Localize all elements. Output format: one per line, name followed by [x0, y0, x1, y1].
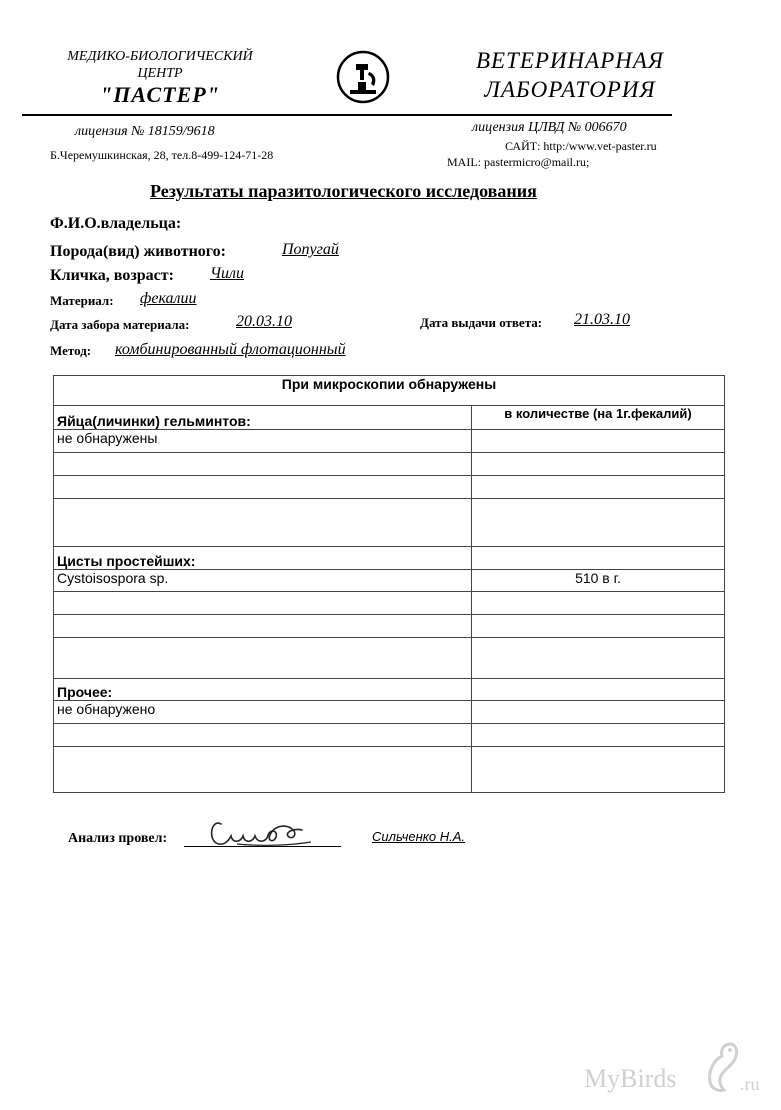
table-row — [54, 453, 725, 476]
method-label: Метод: — [50, 343, 92, 358]
email: MAIL: pastermicro@mail.ru; — [447, 155, 590, 169]
table-cell — [472, 453, 725, 476]
watermark-suffix: .ru — [740, 1074, 760, 1094]
microscope-logo-icon — [336, 50, 390, 104]
table-cell — [472, 476, 725, 499]
helminths-value: не обнаружены — [54, 430, 472, 453]
cysts-header: Цисты простейших: — [54, 547, 472, 570]
handwritten-signature — [207, 810, 317, 850]
owner-label: Ф.И.О.владельца: — [50, 215, 182, 232]
amount-header: в количестве (на 1г.фекалий) — [472, 406, 725, 430]
license-left: лицензия № 18159/9618 — [75, 124, 215, 139]
table-cell — [472, 679, 725, 701]
table-row — [54, 724, 725, 747]
lab-title-line1: ВЕТЕРИНАРНАЯ — [475, 48, 665, 73]
cysts-amount: 510 в г. — [472, 570, 725, 592]
helminths-header: Яйца(личинки) гельминтов: — [54, 406, 472, 430]
table-cell — [472, 701, 725, 724]
table-cell — [472, 638, 725, 679]
table-cell — [54, 724, 472, 747]
table-cell — [472, 430, 725, 453]
table-cell — [54, 592, 472, 615]
table-heading: При микроскопии обнаружены — [54, 376, 725, 406]
lab-center-line2: ЦЕНТР — [137, 66, 183, 81]
document-title: Результаты паразитологического исследования — [150, 181, 537, 201]
table-cell — [472, 615, 725, 638]
table-cell — [472, 499, 725, 547]
table-row — [54, 747, 725, 793]
table-row — [54, 406, 725, 430]
analysis-by-label: Анализ провел: — [68, 831, 168, 846]
bird-watermark-icon — [700, 1040, 742, 1096]
other-header: Прочее: — [54, 679, 472, 701]
sample-date-label: Дата забора материала: — [50, 317, 190, 332]
table-cell — [54, 499, 472, 547]
method-value: комбинированный флотационный — [115, 341, 346, 358]
cysts-name: Cystoisospora sp. — [54, 570, 472, 592]
lab-title-line2: ЛАБОРАТОРИЯ — [484, 77, 656, 102]
table-row — [54, 499, 725, 547]
result-date-value: 21.03.10 — [574, 311, 630, 328]
table-row — [54, 476, 725, 499]
table-cell — [472, 592, 725, 615]
breed-label: Порода(вид) животного: — [50, 243, 226, 260]
table-cell — [54, 615, 472, 638]
table-cell — [54, 476, 472, 499]
table-heading-row — [54, 376, 725, 406]
sample-date-value: 20.03.10 — [236, 313, 292, 330]
name-value: Чили — [210, 265, 244, 282]
table-row — [54, 615, 725, 638]
watermark-text: MyBirds — [584, 1064, 677, 1093]
lab-title — [455, 46, 685, 104]
lab-center-brand: "ПАСТЕР" — [100, 82, 220, 107]
table-cell — [472, 724, 725, 747]
table-cell — [54, 747, 472, 793]
table-row — [54, 570, 725, 592]
material-label: Материал: — [50, 293, 114, 308]
address: Б.Черемушкинская, 28, тел.8-499-124-71-28 — [50, 148, 274, 162]
table-row — [54, 430, 725, 453]
results-table — [53, 375, 725, 793]
name-label: Кличка, возраст: — [50, 267, 174, 284]
header-divider — [22, 114, 672, 116]
table-cell — [472, 547, 725, 570]
analyst-name: Сильченко Н.А. — [372, 829, 466, 844]
license-right: лицензия ЦЛВД № 006670 — [472, 120, 627, 135]
table-row — [54, 701, 725, 724]
table-cell — [54, 453, 472, 476]
other-value: не обнаружено — [54, 701, 472, 724]
material-value: фекалии — [140, 290, 197, 307]
breed-value: Попугай — [282, 241, 339, 258]
table-row — [54, 679, 725, 701]
lab-center-name — [40, 48, 280, 107]
table-row — [54, 547, 725, 570]
table-cell — [472, 747, 725, 793]
lab-center-line1: МЕДИКО-БИОЛОГИЧЕСКИЙ — [67, 49, 253, 64]
table-row — [54, 592, 725, 615]
website: САЙТ: http:/www.vet-paster.ru — [505, 139, 657, 153]
result-date-label: Дата выдачи ответа: — [420, 315, 543, 330]
table-cell — [54, 638, 472, 679]
table-row — [54, 638, 725, 679]
